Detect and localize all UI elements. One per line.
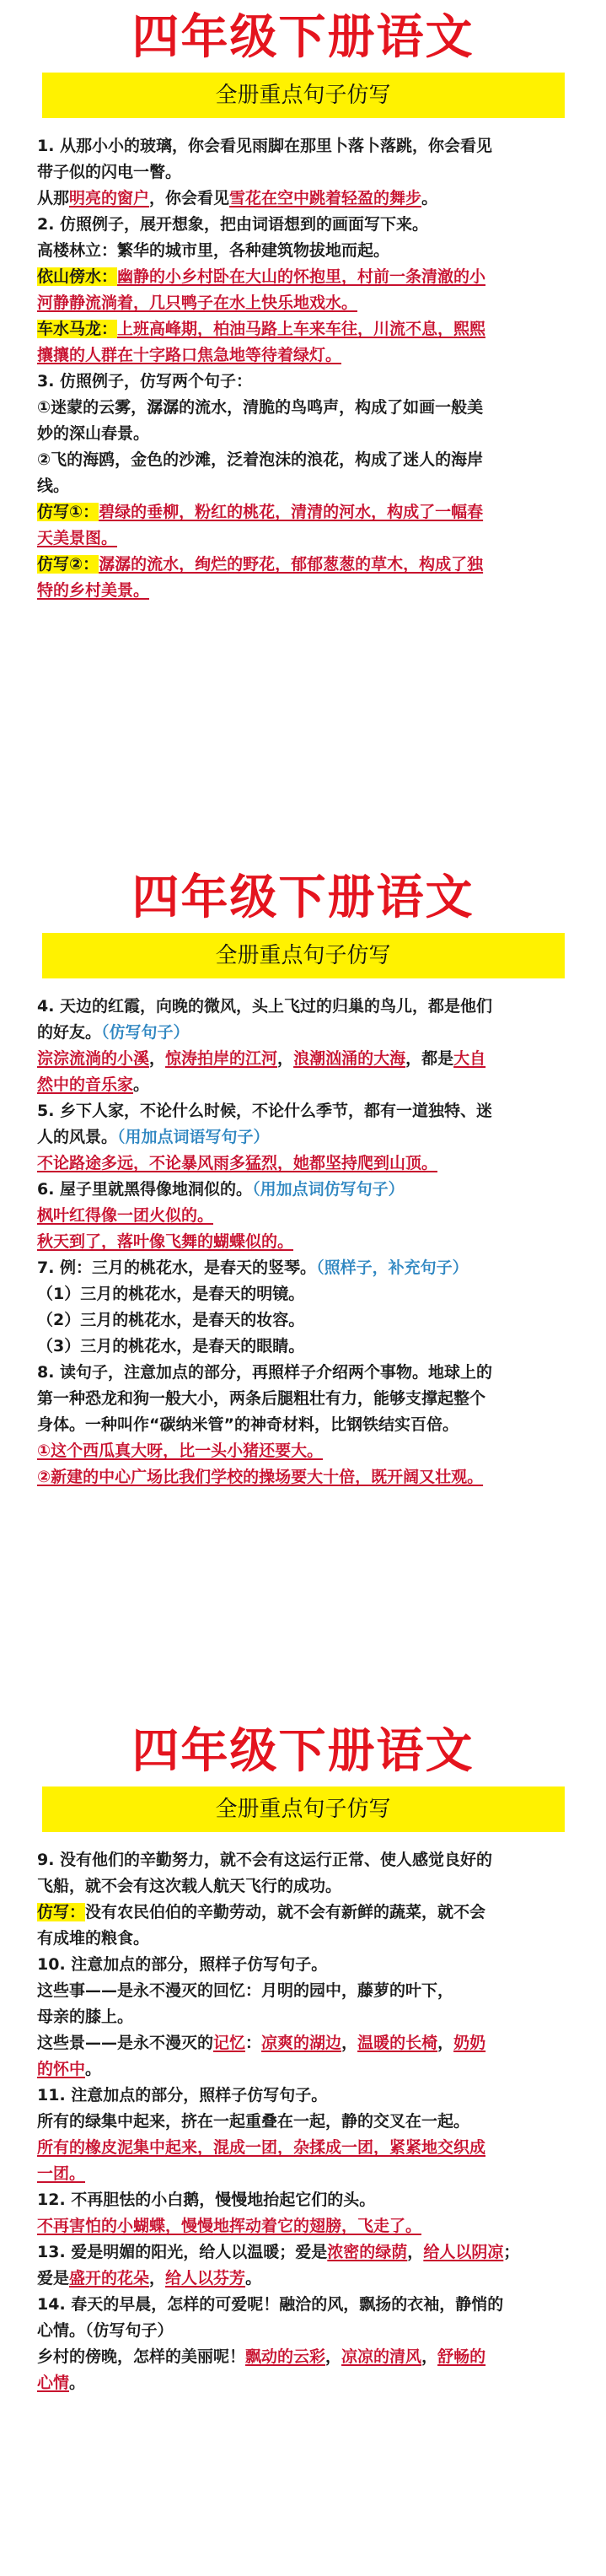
q10-example: 这些事——是永不漫灭的回忆：月明的园中，藤萝的叶下，	[37, 1981, 454, 2000]
q3-example: 线。	[37, 477, 70, 495]
q1-line: 带子似的闪电一瞥。	[37, 163, 182, 181]
hint-text: （照样子，补充句子）	[316, 1258, 469, 1277]
q11-answer: 所有的橡皮泥集中起来，混成一团，杂揉成一团，紧紧地交织成	[37, 2138, 486, 2157]
q8-line: 身体。一种叫作“碳纳米管”的神奇材料，比钢铁结实百倍。	[37, 1415, 459, 1434]
q14-line: 14. 春天的早晨，怎样的可爱呢！融洽的风，飘扬的衣袖，静悄的	[37, 2295, 504, 2314]
q11-example: 所有的绿集中起来，挤在一起重叠在一起，静的交叉在一起。	[37, 2112, 470, 2131]
page-title: 四年级下册语文	[131, 1724, 475, 1779]
q10-line: 10. 注意加点的部分，照样子仿写句子。	[37, 1955, 328, 1974]
q7-answer: （2）三月的桃花水，是春天的妆容。	[37, 1311, 305, 1329]
q1-line: 1. 从那小小的玻璃，你会看见雨脚在那里卜落卜落跳，你会看见	[37, 137, 493, 155]
q3-example: 妙的深山春景。	[37, 424, 150, 443]
subtitle-banner: 全册重点句子仿写	[42, 933, 565, 978]
page-section-1	[0, 0, 606, 604]
answer-label: 车水马龙：	[37, 320, 118, 338]
page-title: 四年级下册语文	[131, 870, 475, 925]
q9-line: 9. 没有他们的辛勤努力，就不会有这运行正常、使人感觉良好的	[37, 1851, 493, 1869]
q6-answer: 枫叶红得像一团火似的。	[37, 1206, 214, 1225]
q11-answer: 一团。	[37, 2164, 86, 2183]
q8-line: 8. 读句子，注意加点的部分，再照样子介绍两个事物。地球上的	[37, 1363, 493, 1382]
q10-answer: 的怀中。	[37, 2060, 102, 2078]
q10-example: 母亲的膝上。	[37, 2007, 134, 2026]
q4-answer: 淙淙流淌的小溪，惊涛拍岸的江河，浪潮汹涌的大海，都是大自	[37, 1049, 486, 1068]
q13-line: 13. 爱是明媚的阳光，给人以温暖；爱是浓密的绿荫，给人以阴凉；	[37, 2243, 520, 2261]
q14-answer: 心情。	[37, 2374, 86, 2392]
q14-line: 心情。（仿写句子）	[37, 2321, 174, 2340]
q3-example: ①迷蒙的云雾，潺潺的流水，清脆的鸟鸣声，构成了如画一般美	[37, 398, 484, 417]
q6-answer: 秋天到了，落叶像飞舞的蝴蝶似的。	[37, 1232, 294, 1251]
q8-answer: ①这个西瓜真大呀，比一头小猪还要大。	[37, 1442, 324, 1460]
hint-text: （用加点词语写句子）	[117, 1128, 270, 1146]
answer-label: 依山傍水：	[37, 267, 118, 286]
page-section-2	[0, 860, 606, 1490]
q10-answer: 这些景——是永不漫灭的记忆：凉爽的湖边，温暖的长椅，奶奶	[37, 2034, 486, 2052]
q1-answer: 从那明亮的窗户，你会看见雪花在空中跳着轻盈的舞步。	[37, 189, 438, 207]
hint-text: （用加点词仿写句子）	[252, 1180, 405, 1199]
q5-line: 人的风景。（用加点词语写句子）	[37, 1128, 270, 1146]
q3-example: ②飞的海鸥，金色的沙滩，泛着泡沫的浪花，构成了迷人的海岸	[37, 450, 484, 469]
q5-answer: 不论路途多远，不论暴风雨多猛烈，她都坚持爬到山顶。	[37, 1154, 438, 1172]
page-title: 四年级下册语文	[131, 10, 475, 65]
q2-answer: 河静静流淌着，几只鸭子在水上快乐地戏水。	[37, 294, 358, 312]
q6-line: 6. 屋子里就黑得像地洞似的。（用加点词仿写句子）	[37, 1180, 405, 1199]
answer-label: 仿写①：	[37, 503, 99, 521]
subtitle-banner: 全册重点句子仿写	[42, 1786, 565, 1832]
answer-label: 仿写：	[37, 1903, 86, 1921]
q5-line: 5. 乡下人家，不论什么时候，不论什么季节，都有一道独特、迷	[37, 1102, 493, 1120]
q11-line: 11. 注意加点的部分，照样子仿写句子。	[37, 2086, 328, 2104]
section-1-content	[37, 133, 572, 604]
q7-answer: （1）三月的桃花水，是春天的明镜。	[37, 1285, 305, 1303]
q8-line: 第一种恐龙和狗一般大小，两条后腿粗壮有力，能够支撑起整个	[37, 1389, 486, 1408]
q12-line: 12. 不再胆怯的小白鹅，慢慢地抬起它们的头。	[37, 2191, 376, 2209]
q2-answer: 依山傍水：幽静的小乡村卧在大山的怀抱里，村前一条清澈的小	[37, 267, 486, 286]
q3-line: 3. 仿照例子，仿写两个句子：	[37, 372, 253, 391]
q9-line: 飞船，就不会有这次载人航天飞行的成功。	[37, 1877, 342, 1895]
hint-text: （仿写句子）	[101, 1023, 190, 1042]
q3-answer: 特的乡村美景。	[37, 581, 150, 600]
q2-answer: 车水马龙：上班高峰期，柏油马路上车来车往，川流不息，熙熙	[37, 320, 486, 338]
q2-line: 2. 仿照例子，展开想象，把由词语想到的画面写下来。	[37, 215, 429, 234]
q7-line: 7. 例：三月的桃花水，是春天的竖琴。（照样子，补充句子）	[37, 1258, 469, 1277]
q7-answer: （3）三月的桃花水，是春天的眼睛。	[37, 1337, 305, 1355]
q14-answer: 乡村的傍晚，怎样的美丽呢！飘动的云彩，凉凉的清风，舒畅的	[37, 2347, 486, 2366]
q3-answer: 仿写①：碧绿的垂柳，粉红的桃花，清清的河水，构成了一幅春	[37, 503, 484, 521]
q2-answer: 攘攘的人群在十字路口焦急地等待着绿灯。	[37, 346, 342, 364]
q2-example: 高楼林立：繁华的城市里，各种建筑物拔地而起。	[37, 241, 390, 260]
q3-answer: 天美景图。	[37, 529, 118, 547]
q9-answer: 有成堆的粮食。	[37, 1929, 150, 1948]
q4-line: 4. 天边的红霞，向晚的微风，头上飞过的归巢的鸟儿，都是他们	[37, 997, 493, 1016]
answer-label: 仿写②：	[37, 555, 99, 574]
page-section-3	[0, 1714, 606, 2396]
q8-answer: ②新建的中心广场比我们学校的操场要大十倍，既开阔又壮观。	[37, 1468, 484, 1486]
q3-answer: 仿写②：潺潺的流水，绚烂的野花，郁郁葱葱的草木，构成了独	[37, 555, 484, 574]
q13-line: 爱是盛开的花朵，给人以芬芳。	[37, 2269, 262, 2288]
section-2-content	[37, 994, 572, 1490]
subtitle-banner: 全册重点句子仿写	[42, 73, 565, 118]
section-3-content	[37, 1847, 572, 2396]
q9-answer: 仿写：没有农民伯伯的辛勤劳动，就不会有新鲜的蔬菜，就不会	[37, 1903, 486, 1921]
q4-line: 的好友。（仿写句子）	[37, 1023, 190, 1042]
q4-answer: 然中的音乐家。	[37, 1075, 150, 1094]
q12-answer: 不再害怕的小蝴蝶，慢慢地挥动着它的翅膀，飞走了。	[37, 2217, 422, 2235]
